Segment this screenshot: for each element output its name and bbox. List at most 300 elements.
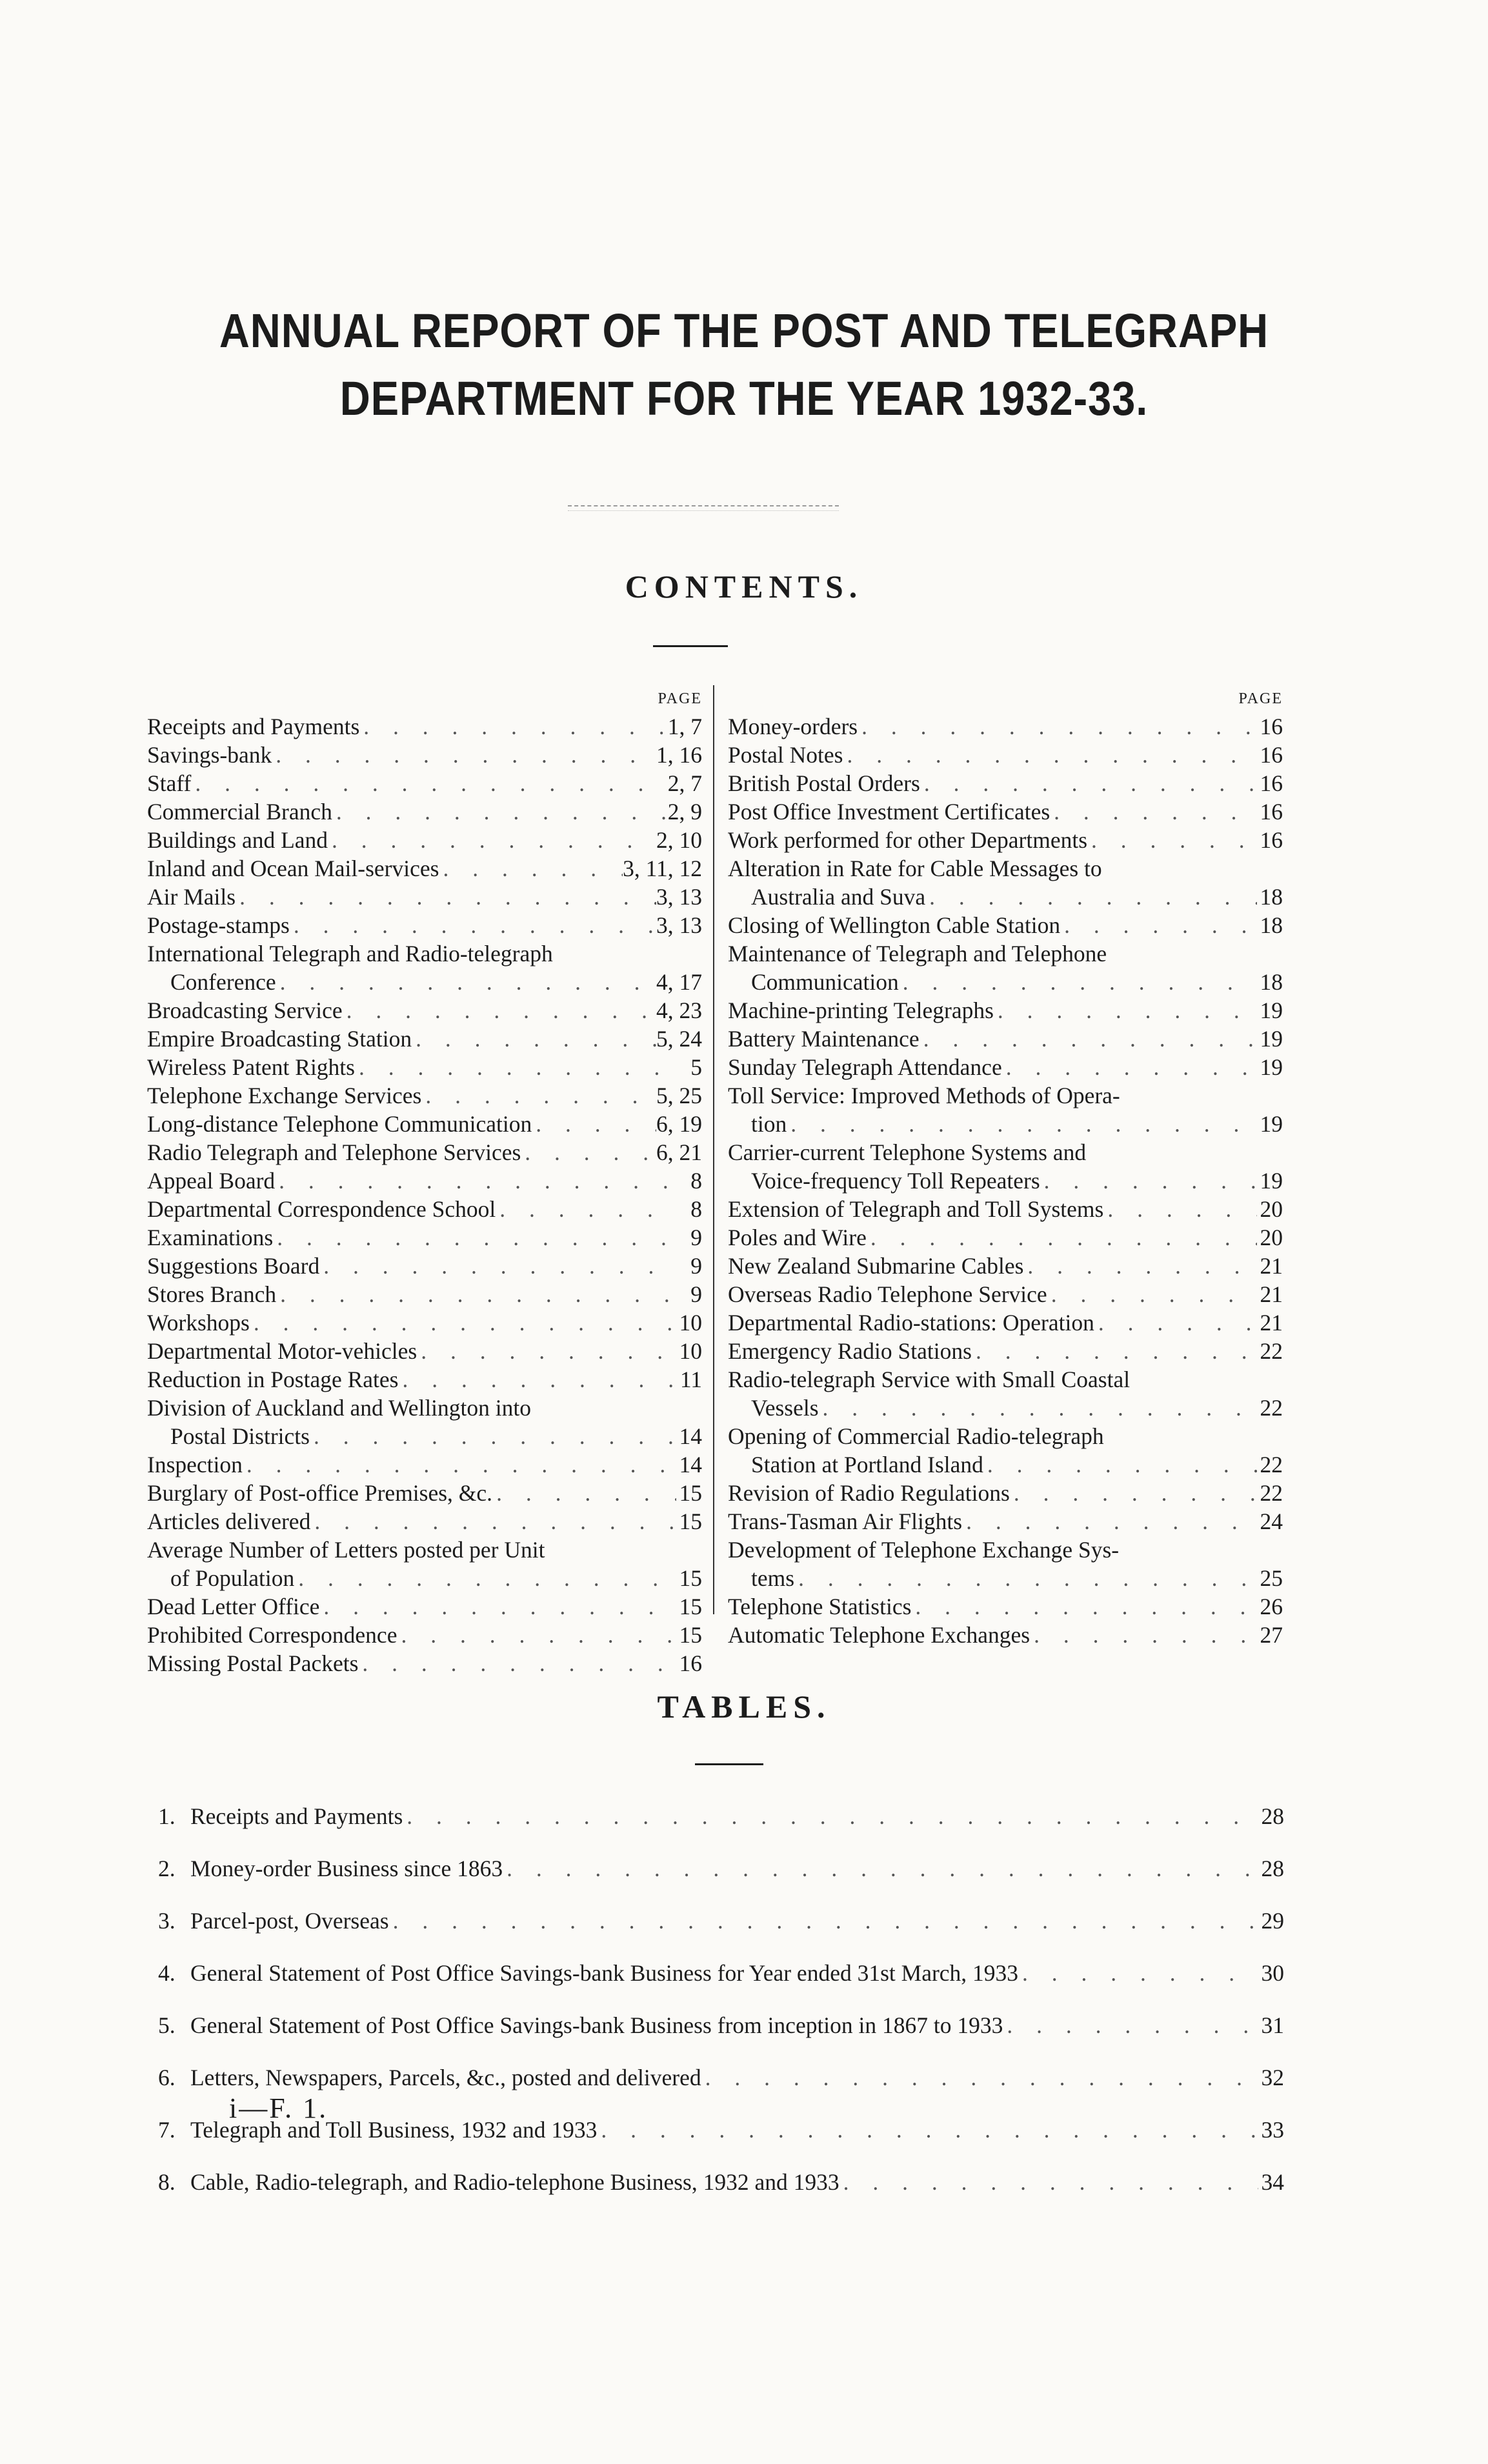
leader-dots xyxy=(1018,1947,1258,1999)
entry-title: Telephone Exchange Services xyxy=(147,1083,422,1108)
entry-page: 27 xyxy=(1260,1622,1283,1648)
entry-page: 19 xyxy=(1260,1168,1283,1194)
contents-left-list xyxy=(147,712,702,1678)
leader-dots xyxy=(1002,1053,1257,1081)
entry-page: 18 xyxy=(1260,969,1283,995)
entry-title: Extension of Telegraph and Toll Systems xyxy=(728,1196,1104,1222)
entry-title: Carrier-current Telephone Systems and xyxy=(728,1139,1087,1165)
contents-entry xyxy=(728,1195,1283,1223)
entry-title: Poles and Wire xyxy=(728,1225,867,1250)
entry-page: 9 xyxy=(690,1225,702,1250)
leader-dots xyxy=(310,1422,676,1450)
entry-page: 22 xyxy=(1260,1395,1283,1421)
leader-dots xyxy=(496,1195,676,1223)
contents-entry xyxy=(728,1536,1283,1592)
leader-dots xyxy=(521,1138,656,1167)
contents-entry xyxy=(147,1308,702,1337)
entry-title: Receipts and Payments xyxy=(147,714,360,739)
leader-dots xyxy=(1060,911,1257,939)
leader-dots xyxy=(294,1564,676,1592)
contents-entry xyxy=(147,854,702,883)
entry-title: Alteration in Rate for Cable Messages to xyxy=(728,856,1102,881)
contents-entry xyxy=(728,1365,1283,1422)
contents-entry xyxy=(728,741,1283,769)
entry-page: 21 xyxy=(1260,1310,1283,1336)
entry-title: Examinations xyxy=(147,1225,274,1250)
contents-entry xyxy=(728,1507,1283,1536)
table-entry xyxy=(158,2156,1284,2209)
entry-title: Maintenance of Telegraph and Telephone xyxy=(728,941,1107,967)
leader-dots xyxy=(983,1450,1257,1479)
entry-title-continuation: Communication xyxy=(751,969,899,995)
entry-title: Inspection xyxy=(147,1452,243,1477)
leader-dots xyxy=(332,797,668,826)
contents-entry xyxy=(728,1223,1283,1252)
entry-title-continuation: of Population xyxy=(170,1565,295,1591)
contents-entry xyxy=(147,1195,702,1223)
contents-entry xyxy=(728,1025,1283,1053)
table-title: Parcel-post, Overseas xyxy=(190,1908,389,1934)
leader-dots xyxy=(597,2104,1258,2156)
leader-dots xyxy=(925,883,1257,911)
leader-dots xyxy=(819,1394,1257,1422)
entry-page: 11 xyxy=(679,1367,702,1392)
entry-page: 19 xyxy=(1260,1054,1283,1080)
entry-title: Toll Service: Improved Methods of Opera- xyxy=(728,1083,1120,1108)
entry-title: Radio Telegraph and Telephone Services xyxy=(147,1139,521,1165)
leader-dots xyxy=(794,1564,1257,1592)
leader-dots xyxy=(911,1592,1257,1621)
table-title: General Statement of Post Office Savings-bank Business from inception in 1867 to 1933 xyxy=(190,2012,1003,2038)
leader-dots xyxy=(701,2052,1258,2104)
table-title: Letters, Newspapers, Parcels, &c., posted and delivered xyxy=(190,2065,701,2090)
leader-dots xyxy=(962,1507,1257,1536)
entry-page: 15 xyxy=(679,1508,702,1534)
entry-page: 18 xyxy=(1260,884,1283,910)
entry-title: Air Mails xyxy=(147,884,236,910)
entry-page: 21 xyxy=(1260,1281,1283,1307)
entry-page: 2, 9 xyxy=(667,799,702,825)
entry-continuation-row xyxy=(728,883,1283,911)
table-page: 28 xyxy=(1261,1803,1284,1829)
table-page: 33 xyxy=(1261,2117,1284,2143)
table-title: Cable, Radio-telegraph, and Radio-telephone Business, 1932 and 1933 xyxy=(190,2169,840,2195)
leader-dots xyxy=(276,1280,676,1308)
leader-dots xyxy=(275,1167,676,1195)
table-entry xyxy=(158,1999,1284,2052)
entry-page: 15 xyxy=(679,1565,702,1591)
entry-page: 19 xyxy=(1260,997,1283,1023)
entry-title: Departmental Motor-vehicles xyxy=(147,1338,417,1364)
contents-left-column xyxy=(147,685,702,1678)
leader-dots xyxy=(1003,1999,1258,2052)
entry-title: Emergency Radio Stations xyxy=(728,1338,972,1364)
leader-dots xyxy=(355,1053,676,1081)
contents-entry xyxy=(147,1621,702,1649)
leader-dots xyxy=(920,1025,1257,1053)
entry-title: Commercial Branch xyxy=(147,799,332,825)
entry-title-continuation: Postal Districts xyxy=(170,1423,310,1449)
contents-entry xyxy=(147,1053,702,1081)
tables-rule xyxy=(695,1763,763,1765)
page-column-label: PAGE xyxy=(1238,690,1283,707)
contents-entry xyxy=(147,911,702,939)
contents-entry xyxy=(147,1479,702,1507)
leader-dots xyxy=(398,1365,676,1394)
leader-dots xyxy=(503,1843,1258,1895)
leader-dots xyxy=(191,769,667,797)
contents-entry xyxy=(147,769,702,797)
table-page: 34 xyxy=(1261,2169,1284,2195)
entry-title: Money-orders xyxy=(728,714,858,739)
entry-title: Departmental Radio-stations: Operation xyxy=(728,1310,1094,1336)
entry-page: 6, 21 xyxy=(656,1139,702,1165)
entry-page: 5, 24 xyxy=(656,1026,702,1052)
entry-title: Radio-telegraph Service with Small Coastal xyxy=(728,1367,1131,1392)
entry-continuation-row xyxy=(147,1564,702,1592)
contents-entry xyxy=(728,1621,1283,1649)
entry-page: 21 xyxy=(1260,1253,1283,1279)
leader-dots xyxy=(867,1223,1257,1252)
table-entry xyxy=(158,1843,1284,1895)
table-number: 7. xyxy=(158,2117,176,2143)
contents-entry xyxy=(728,1280,1283,1308)
table-number: 1. xyxy=(158,1803,176,1829)
leader-dots xyxy=(858,712,1257,741)
entry-page: 22 xyxy=(1260,1452,1283,1477)
contents-entry xyxy=(728,826,1283,854)
entry-continuation-row xyxy=(147,1422,702,1450)
entry-title: Postal Notes xyxy=(728,742,843,768)
entry-title: Overseas Radio Telephone Service xyxy=(728,1281,1047,1307)
entry-page: 9 xyxy=(690,1253,702,1279)
table-title: Money-order Business since 1863 xyxy=(190,1856,503,1881)
entry-title-continuation: Australia and Suva xyxy=(751,884,926,910)
entry-page: 10 xyxy=(679,1338,702,1364)
entry-continuation-row xyxy=(147,968,702,996)
entry-page: 14 xyxy=(679,1423,702,1449)
entry-page: 4, 17 xyxy=(656,969,702,995)
entry-title: Missing Postal Packets xyxy=(147,1650,359,1676)
leader-dots xyxy=(532,1110,656,1138)
table-number: 8. xyxy=(158,2169,176,2195)
table-page: 31 xyxy=(1261,2012,1284,2038)
leader-dots xyxy=(994,996,1257,1025)
contents-entry xyxy=(147,996,702,1025)
entry-page: 6, 19 xyxy=(656,1111,702,1137)
entry-title: Buildings and Land xyxy=(147,827,328,853)
entry-title: Battery Maintenance xyxy=(728,1026,920,1052)
entry-title: Prohibited Correspondence xyxy=(147,1622,397,1648)
leader-dots xyxy=(417,1337,676,1365)
leader-dots xyxy=(236,883,656,911)
table-title: General Statement of Post Office Savings-bank Business for Year ended 31st March, 1933 xyxy=(190,1960,1019,1986)
entry-page: 9 xyxy=(690,1281,702,1307)
entry-title: Average Number of Letters posted per Unit xyxy=(147,1537,545,1563)
contents-rule xyxy=(653,645,728,647)
entry-continuation-row xyxy=(728,1450,1283,1479)
contents-entry xyxy=(147,741,702,769)
entry-title-continuation: tion xyxy=(751,1111,787,1137)
entry-title: Staff xyxy=(147,770,192,796)
entry-title: Burglary of Post-office Premises, &c. xyxy=(147,1480,493,1506)
entry-page: 16 xyxy=(679,1650,702,1676)
leader-dots xyxy=(319,1252,676,1280)
entry-title: Machine-printing Telegraphs xyxy=(728,997,994,1023)
entry-page: 19 xyxy=(1260,1026,1283,1052)
leader-dots xyxy=(290,911,656,939)
contents-entry xyxy=(147,1592,702,1621)
entry-title: International Telegraph and Radio-telegraph xyxy=(147,941,553,967)
report-title-line-2: DEPARTMENT FOR THE YEAR 1932-33. xyxy=(339,372,1149,425)
leader-dots xyxy=(1023,1252,1257,1280)
title-ornament-divider xyxy=(568,505,839,511)
entry-page: 16 xyxy=(1260,742,1283,768)
entry-page: 1, 16 xyxy=(656,742,702,768)
entry-page: 20 xyxy=(1260,1196,1283,1222)
table-number: 6. xyxy=(158,2065,176,2090)
contents-entry xyxy=(147,1649,702,1678)
contents-entry xyxy=(147,939,702,996)
entry-page: 4, 23 xyxy=(656,997,702,1023)
entry-page: 2, 10 xyxy=(656,827,702,853)
entry-page: 18 xyxy=(1260,912,1283,938)
entry-title-continuation: Station at Portland Island xyxy=(751,1452,983,1477)
contents-entry xyxy=(728,1337,1283,1365)
entry-continuation-row xyxy=(728,1167,1283,1195)
report-title-line-1: ANNUAL REPORT OF THE POST AND TELEGRAPH xyxy=(219,304,1269,357)
leader-dots xyxy=(899,968,1257,996)
entry-title: Appeal Board xyxy=(147,1168,276,1194)
leader-dots xyxy=(1030,1621,1257,1649)
entry-page: 10 xyxy=(679,1310,702,1336)
table-number: 4. xyxy=(158,1960,176,1986)
contents-entry xyxy=(728,712,1283,741)
entry-continuation-row xyxy=(728,1394,1283,1422)
contents-entry xyxy=(728,1138,1283,1195)
entry-page: 8 xyxy=(690,1196,702,1222)
entry-title: Dead Letter Office xyxy=(147,1594,320,1619)
entry-title: Departmental Correspondence School xyxy=(147,1196,496,1222)
entry-page: 14 xyxy=(679,1452,702,1477)
leader-dots xyxy=(343,996,656,1025)
entry-page: 8 xyxy=(690,1168,702,1194)
contents-entry xyxy=(147,1450,702,1479)
entry-title: Suggestions Board xyxy=(147,1253,320,1279)
table-entry xyxy=(158,1790,1284,1843)
contents-entry xyxy=(147,1507,702,1536)
entry-continuation-row xyxy=(728,1110,1283,1138)
leader-dots xyxy=(421,1081,656,1110)
entry-title-continuation: Conference xyxy=(170,969,276,995)
entry-title: Savings-bank xyxy=(147,742,272,768)
entry-title-continuation: Vessels xyxy=(751,1395,819,1421)
entry-page: 15 xyxy=(679,1594,702,1619)
contents-entry xyxy=(728,769,1283,797)
leader-dots xyxy=(358,1649,676,1678)
page-column-label: PAGE xyxy=(658,690,702,707)
page-signature: i—F. 1. xyxy=(229,2092,328,2124)
entry-page: 5, 25 xyxy=(656,1083,702,1108)
contents-entry xyxy=(147,1081,702,1110)
entry-title-continuation: Voice-frequency Toll Repeaters xyxy=(751,1168,1040,1194)
contents-entry xyxy=(147,712,702,741)
leader-dots xyxy=(276,968,656,996)
leader-dots xyxy=(439,854,623,883)
leader-dots xyxy=(1103,1195,1257,1223)
entry-page: 20 xyxy=(1260,1225,1283,1250)
contents-entry xyxy=(728,1053,1283,1081)
contents-entry xyxy=(147,1280,702,1308)
entry-page: 3, 13 xyxy=(656,912,702,938)
entry-title: Telephone Statistics xyxy=(728,1594,912,1619)
contents-entry xyxy=(147,1025,702,1053)
contents-entry xyxy=(147,1223,702,1252)
contents-entry xyxy=(147,1337,702,1365)
leader-dots xyxy=(359,712,667,741)
leader-dots xyxy=(397,1621,676,1649)
table-number: 2. xyxy=(158,1856,176,1881)
entry-title: Reduction in Postage Rates xyxy=(147,1367,399,1392)
contents-entry xyxy=(147,883,702,911)
leader-dots xyxy=(272,741,656,769)
entry-continuation-row xyxy=(728,968,1283,996)
entry-title: Inland and Ocean Mail-services xyxy=(147,856,439,881)
table-number: 3. xyxy=(158,1908,176,1934)
entry-page: 26 xyxy=(1260,1594,1283,1619)
entry-page: 1, 7 xyxy=(667,714,702,739)
contents-entry xyxy=(147,1536,702,1592)
leader-dots xyxy=(1094,1308,1257,1337)
entry-title: Post Office Investment Certificates xyxy=(728,799,1051,825)
leader-dots xyxy=(403,1790,1258,1843)
entry-title: Broadcasting Service xyxy=(147,997,343,1023)
entry-title: Work performed for other Departments xyxy=(728,827,1088,853)
entry-title: Automatic Telephone Exchanges xyxy=(728,1622,1031,1648)
entry-page: 16 xyxy=(1260,714,1283,739)
entry-title: Articles delivered xyxy=(147,1508,311,1534)
entry-title: Postage-stamps xyxy=(147,912,290,938)
entry-title: Revision of Radio Regulations xyxy=(728,1480,1010,1506)
contents-entry xyxy=(728,1592,1283,1621)
leader-dots xyxy=(920,769,1257,797)
leader-dots xyxy=(492,1479,676,1507)
entry-title: British Postal Orders xyxy=(728,770,920,796)
tables-heading: TABLES. xyxy=(657,1688,831,1725)
leader-dots xyxy=(243,1450,676,1479)
entry-title: Opening of Commercial Radio-telegraph xyxy=(728,1423,1104,1449)
leader-dots xyxy=(1040,1167,1257,1195)
column-divider xyxy=(713,685,714,1614)
leader-dots xyxy=(310,1507,676,1536)
contents-entry xyxy=(728,1252,1283,1280)
leader-dots xyxy=(1010,1479,1257,1507)
leader-dots xyxy=(273,1223,676,1252)
entry-page: 15 xyxy=(679,1480,702,1506)
contents-entry xyxy=(728,797,1283,826)
leader-dots xyxy=(1087,826,1257,854)
contents-entry xyxy=(147,797,702,826)
entry-title: Development of Telephone Exchange Sys- xyxy=(728,1537,1120,1563)
contents-right-column xyxy=(728,685,1283,1649)
contents-entry xyxy=(728,939,1283,996)
tables-list xyxy=(158,1790,1284,2209)
leader-dots xyxy=(250,1308,676,1337)
entry-page: 25 xyxy=(1260,1565,1283,1591)
table-page: 28 xyxy=(1261,1856,1284,1881)
entry-page: 3, 11, 12 xyxy=(623,856,702,881)
leader-dots xyxy=(1050,797,1257,826)
leader-dots xyxy=(328,826,656,854)
table-entry xyxy=(158,1947,1284,1999)
leader-dots xyxy=(840,2156,1258,2209)
entry-page: 24 xyxy=(1260,1508,1283,1534)
table-entry xyxy=(158,1895,1284,1947)
entry-page: 22 xyxy=(1260,1338,1283,1364)
entry-title: Division of Auckland and Wellington into xyxy=(147,1395,532,1421)
contents-entry xyxy=(728,911,1283,939)
entry-page: 2, 7 xyxy=(667,770,702,796)
entry-page: 19 xyxy=(1260,1111,1283,1137)
entry-title: Sunday Telegraph Attendance xyxy=(728,1054,1002,1080)
table-title: Receipts and Payments xyxy=(190,1803,403,1829)
entry-title: Long-distance Telephone Communication xyxy=(147,1111,532,1137)
contents-entry xyxy=(147,1167,702,1195)
entry-title: Wireless Patent Rights xyxy=(147,1054,355,1080)
table-number: 5. xyxy=(158,2012,176,2038)
contents-entry xyxy=(147,1252,702,1280)
table-page: 32 xyxy=(1261,2065,1284,2090)
entry-page: 16 xyxy=(1260,770,1283,796)
contents-entry xyxy=(147,826,702,854)
contents-entry xyxy=(728,854,1283,911)
leader-dots xyxy=(389,1895,1258,1947)
entry-title-continuation: tems xyxy=(751,1565,795,1591)
leader-dots xyxy=(972,1337,1257,1365)
entry-title: Workshops xyxy=(147,1310,250,1336)
contents-heading: CONTENTS. xyxy=(625,568,863,605)
contents-entry xyxy=(147,1365,702,1394)
contents-entry xyxy=(147,1138,702,1167)
table-title: Telegraph and Toll Business, 1932 and 1933 xyxy=(190,2117,598,2143)
entry-page: 15 xyxy=(679,1622,702,1648)
leader-dots xyxy=(1047,1280,1257,1308)
contents-entry xyxy=(728,996,1283,1025)
entry-page: 22 xyxy=(1260,1480,1283,1506)
leader-dots xyxy=(412,1025,656,1053)
contents-entry xyxy=(147,1110,702,1138)
entry-title: Closing of Wellington Cable Station xyxy=(728,912,1061,938)
table-page: 29 xyxy=(1261,1908,1284,1934)
entry-page: 5 xyxy=(690,1054,702,1080)
leader-dots xyxy=(843,741,1258,769)
contents-entry xyxy=(728,1081,1283,1138)
entry-title: Stores Branch xyxy=(147,1281,277,1307)
entry-title: Trans-Tasman Air Flights xyxy=(728,1508,963,1534)
contents-right-list xyxy=(728,712,1283,1649)
entry-title: Empire Broadcasting Station xyxy=(147,1026,412,1052)
contents-entry xyxy=(728,1479,1283,1507)
leader-dots xyxy=(319,1592,676,1621)
entry-page: 3, 13 xyxy=(656,884,702,910)
table-page: 30 xyxy=(1261,1960,1284,1986)
contents-entry xyxy=(728,1422,1283,1479)
entry-page: 16 xyxy=(1260,799,1283,825)
entry-continuation-row xyxy=(728,1564,1283,1592)
entry-title: New Zealand Submarine Cables xyxy=(728,1253,1024,1279)
contents-entry xyxy=(728,1308,1283,1337)
contents-entry xyxy=(147,1394,702,1450)
